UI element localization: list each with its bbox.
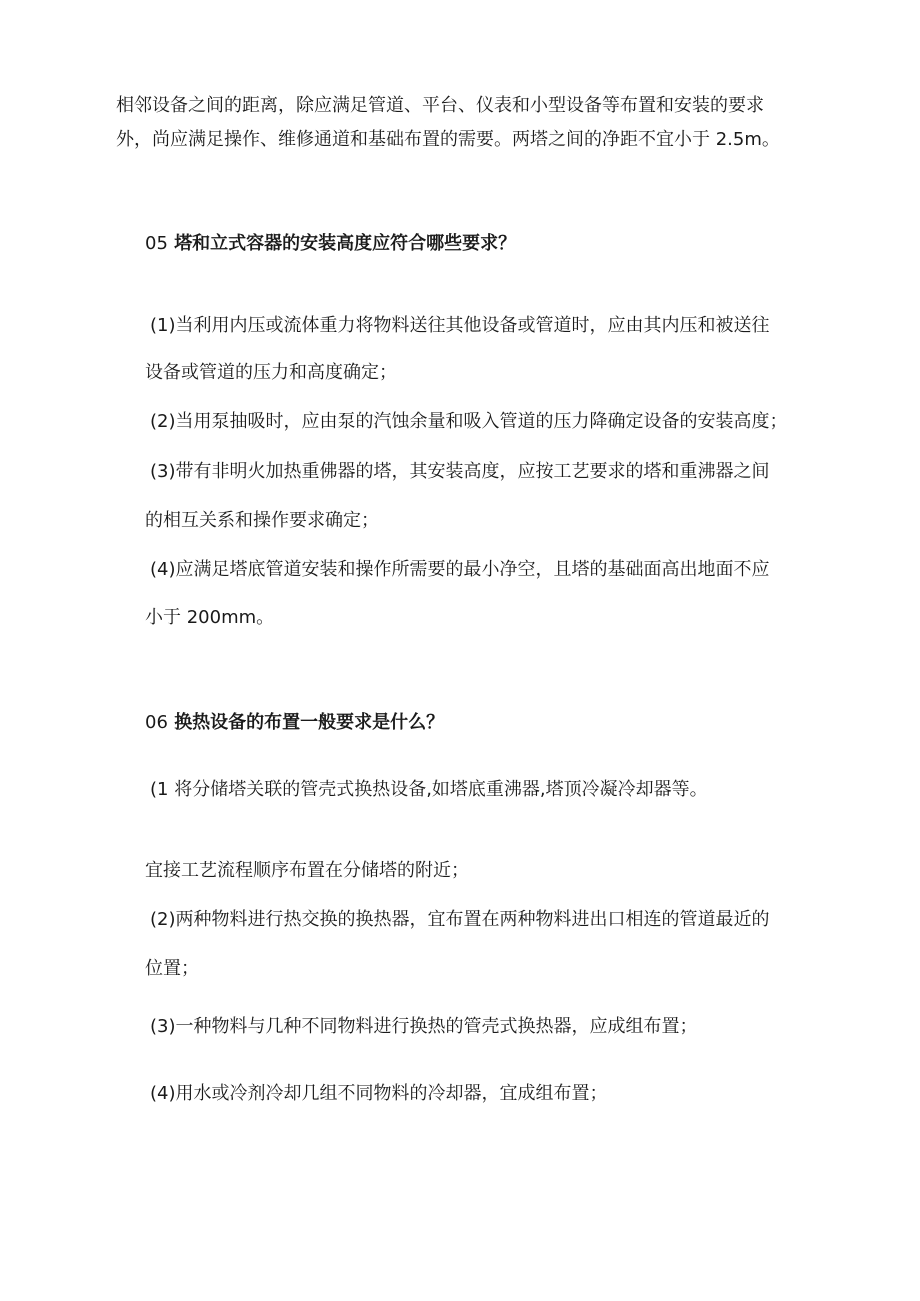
section-05-heading [145,232,516,256]
section-06-item-2-line-1: (2)两种物料进行热交换的换热器，宜布置在两种物料进出口相连的管道最近的 [150,909,770,930]
section-06-item-1-line-1: (1 将分储塔关联的管壳式换热设备,如塔底重沸器,塔顶冷凝冷却器等。 [150,779,708,800]
section-06-heading [145,711,444,735]
section-05-item-4-line-1: (4)应满足塔底管道安装和操作所需要的最小净空，且塔的基础面高出地面不应 [150,559,770,580]
section-05-item-4-line-2: 小于 200mm。 [145,607,275,628]
section-05-item-1-line-2: 设备或管道的压力和高度确定； [145,362,397,383]
intro-line-1: 相邻设备之间的距离，除应满足管道、平台、仪表和小型设备等布置和安装的要求 [116,95,764,116]
section-05-item-1-line-1: (1)当利用内压或流体重力将物料送往其他设备或管道时，应由其内压和被送往 [150,315,770,336]
section-05-number: 05 [145,233,168,254]
section-05-item-3-line-2: 的相互关系和操作要求确定； [145,510,379,531]
section-05-item-2: (2)当用泵抽吸时，应由泵的汽蚀余量和吸入管道的压力降确定设备的安装高度； [150,411,788,432]
section-05-title: 塔和立式容器的安装高度应符合哪些要求？ [174,233,517,254]
section-06-item-4: (4)用水或冷剂冷却几组不同物料的冷却器，宜成组布置； [150,1083,608,1104]
section-06-item-3: (3)一种物料与几种不同物料进行换热的管壳式换热器，应成组布置； [150,1016,698,1037]
section-05-item-3-line-1: (3)带有非明火加热重佛器的塔，其安装高度，应按工艺要求的塔和重沸器之间 [150,461,770,482]
section-06-item-1-line-2: 宜接工艺流程顺序布置在分储塔的附近； [145,860,469,881]
section-06-title: 换热设备的布置一般要求是什么？ [174,712,445,733]
section-06-item-2-line-2: 位置； [145,958,199,979]
section-06-number: 06 [145,712,168,733]
intro-line-2: 外，尚应满足操作、维修通道和基础布置的需要。两塔之间的净距不宜小于 2.5m。 [116,129,780,150]
